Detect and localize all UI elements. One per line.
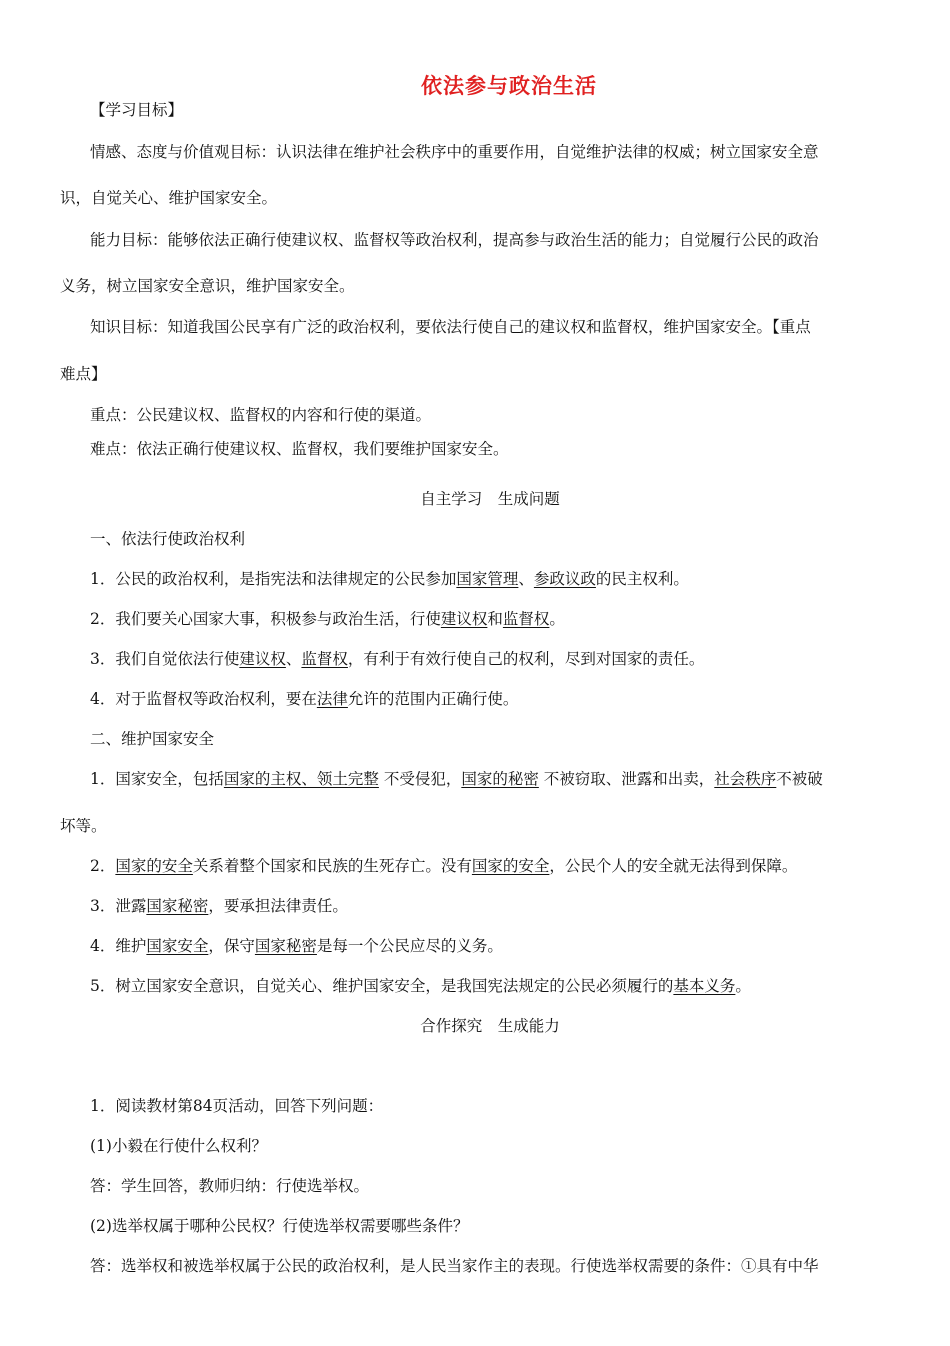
blank-answer: 国家的安全 bbox=[471, 857, 550, 875]
document-title: 依法参与政治生活 bbox=[421, 74, 597, 98]
objective-emotion-line1: 情感、态度与价值观目标：认识法律在维护社会秩序中的重要作用，自觉维护法律的权威；树立国家安全意 bbox=[90, 143, 819, 161]
list-item: 2．国家的安全关系着整个国家和民族的生死存亡。没有国家的安全，公民个人的安全就无法得到保障。 bbox=[90, 857, 798, 875]
list-item: 3．泄露国家秘密，要承担法律责任。 bbox=[90, 897, 348, 915]
blank-answer: 国家的安全 bbox=[115, 857, 193, 875]
objective-ability-line1: 能力目标：能够依法正确行使建议权、监督权等政治权利，提高参与政治生活的能力；自觉履行公民的政治 bbox=[90, 231, 819, 249]
blank-answer: 监督权 bbox=[502, 610, 550, 628]
answer-1-1: 答：学生回答，教师归纳：行使选举权。 bbox=[90, 1177, 370, 1195]
question-1: 1．阅读教材第84页活动，回答下列问题： bbox=[90, 1097, 384, 1115]
list-item: 2．我们要关心国家大事，积极参与政治生活，行使建议权和监督权。 bbox=[90, 610, 565, 628]
answer-1-2: 答：选举权和被选举权属于公民的政治权利，是人民当家作主的表现。行使选举权需要的条件：①具有中华 bbox=[90, 1257, 819, 1275]
blank-answer: 国家安全 bbox=[146, 937, 209, 955]
list-item-continuation: 坏等。 bbox=[60, 817, 107, 835]
list-item: 3．我们自觉依法行使建议权、监督权，有利于有效行使自己的权利，尽到对国家的责任。 bbox=[90, 650, 705, 668]
objectives-heading: 【学习目标】 bbox=[90, 101, 184, 119]
objective-ability-line2: 义务，树立国家安全意识，维护国家安全。 bbox=[60, 277, 355, 295]
blank-answer: 建议权 bbox=[239, 650, 286, 668]
blank-answer: 参政议政 bbox=[533, 570, 596, 588]
list-item: 4．维护国家安全，保守国家秘密是每一个公民应尽的义务。 bbox=[90, 937, 503, 955]
list-item: 1．公民的政治权利，是指宪法和法律规定的公民参加国家管理、参政议政的民主权利。 bbox=[90, 570, 689, 588]
question-1-1: (1)小毅在行使什么权利？ bbox=[90, 1137, 267, 1155]
list-item: 4．对于监督权等政治权利，要在法律允许的范围内正确行使。 bbox=[90, 690, 519, 708]
objective-emotion-line2: 识，自觉关心、维护国家安全。 bbox=[60, 189, 278, 207]
blank-answer: 监督权 bbox=[301, 650, 348, 668]
difficult-point: 难点：依法正确行使建议权、监督权，我们要维护国家安全。 bbox=[90, 440, 509, 458]
blank-answer: 国家秘密 bbox=[254, 937, 317, 955]
list-item: 5．树立国家安全意识，自觉关心、维护国家安全，是我国宪法规定的公民必须履行的基本义务。 bbox=[90, 977, 751, 995]
objective-knowledge-line1: 知识目标：知道我国公民享有广泛的政治权利，要依法行使自己的建议权和监督权，维护国家安全。【重点 bbox=[90, 318, 811, 336]
section-heading-cooperation: 合作探究 生成能力 bbox=[420, 1017, 560, 1035]
blank-answer: 国家的秘密 bbox=[461, 770, 539, 788]
blank-answer: 社会秩序 bbox=[714, 770, 777, 788]
blank-answer: 基本义务 bbox=[673, 977, 736, 995]
blank-answer: 国家管理 bbox=[456, 570, 519, 588]
question-1-2: (2)选举权属于哪种公民权？行使选举权需要哪些条件？ bbox=[90, 1217, 469, 1235]
part2-title: 二、维护国家安全 bbox=[90, 730, 215, 748]
blank-answer: 建议权 bbox=[440, 610, 488, 628]
part1-title: 一、依法行使政治权利 bbox=[90, 530, 246, 548]
list-item: 1．国家安全，包括国家的主权、领土完整 不受侵犯，国家的秘密 不被窃取、泄露和出卖，社会秩序不被破 bbox=[90, 770, 823, 788]
key-point: 重点：公民建议权、监督权的内容和行使的渠道。 bbox=[90, 406, 432, 424]
blank-answer: 国家秘密 bbox=[146, 897, 209, 915]
objective-knowledge-line2: 难点】 bbox=[60, 365, 107, 383]
section-heading-self-study: 自主学习 生成问题 bbox=[420, 490, 560, 508]
blank-answer: 国家的主权、领土完整 bbox=[223, 770, 379, 788]
blank-answer: 法律 bbox=[316, 690, 348, 708]
